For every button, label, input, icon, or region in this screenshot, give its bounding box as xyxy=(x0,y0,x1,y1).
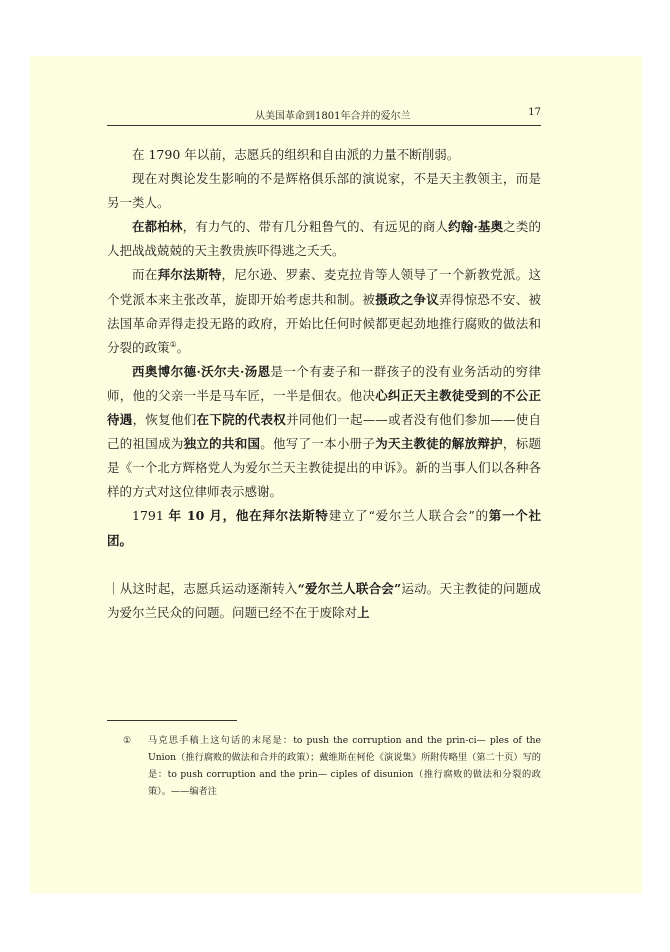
footnote-text: 马克思手稿上这句话的末尾是：to push the corruption and the prin-ci— ples of the Union（推行腐败的做法和合并的政策）；戴维斯在柯伦《演说集》所附传略里（第二十页）写的是：to push corruption and the prin— ciples of disunion（推行腐败的做法和分裂的政策）。——编者注 xyxy=(148,735,541,797)
emphasis-dublin: 在都柏林 xyxy=(132,219,183,235)
page-number: 17 xyxy=(528,107,541,118)
running-header xyxy=(107,103,541,126)
footnote-ref[interactable]: ① xyxy=(169,339,177,349)
footnote xyxy=(123,732,541,800)
paragraph-3: 在都柏林，有力气的、带有几分粗鲁气的、有远见的商人约翰·基奥之类的人把战战兢兢的天主教贵族吓得逃之夭夭。 xyxy=(107,219,541,259)
footnote-marker: ① xyxy=(123,735,132,746)
emphasis-belfast: 拜尔法斯特 xyxy=(157,267,222,283)
emphasis-keogh: 约翰·基奥 xyxy=(448,219,504,235)
body-text xyxy=(107,143,541,625)
paragraph-6: 1791 年 10 月，他在拜尔法斯特建立了“爱尔兰人联合会”的第一个社团。 xyxy=(107,508,541,548)
paragraph-1: 在 1790 年以前，志愿兵的组织和自由派的力量不断削弱。 xyxy=(132,147,460,162)
emphasis-regency: 摄政之争议 xyxy=(375,291,440,307)
emphasis-tone: 西奥博尔德·沃尔夫·汤恩 xyxy=(132,363,271,379)
paragraph-4: 而在拜尔法斯特，尼尔逊、罗素、麦克拉肯等人领导了一个新教党派。这个党派本来主张改革，旋即开始考虑共和制。被摄政之争议弄得惊恐不安、被法国革命弄得走投无路的政府，开始比任何时候都更起劲地推行腐败的做法和分裂的政策①。 xyxy=(107,267,541,355)
paragraph-2: 现在对舆论发生影响的不是辉格俱乐部的演说家，不是天主教领主，而是另一类人。 xyxy=(107,171,541,211)
paragraph-5: 西奥博尔德·沃尔夫·汤恩是一个有妻子和一群孩子的没有业务活动的穷律师，他的父亲一半是马车匠，一半是佃农。他决心纠正天主教徒受到的不公正待遇，恢复他们在下院的代表权并同他们一起——或者没有他们参加——使自己的祖国成为独立的共和国。他写了一本小册子为天主教徒的解放辩护，标题是《一个北方辉格党人为爱尔兰天主教徒提出的申诉》。新的当事人们以各种各样的方式对这位律师表示感谢。 xyxy=(107,363,541,500)
paragraph-7: ｜从这时起，志愿兵运动逐渐转入“爱尔兰人联合会”运动。天主教徒的问题成为爱尔兰民众的问题。问题已经不在于废除对上 xyxy=(107,580,541,620)
footnote-divider xyxy=(107,720,237,721)
header-title: 从美国革命到1801年合并的爱尔兰 xyxy=(255,111,411,122)
